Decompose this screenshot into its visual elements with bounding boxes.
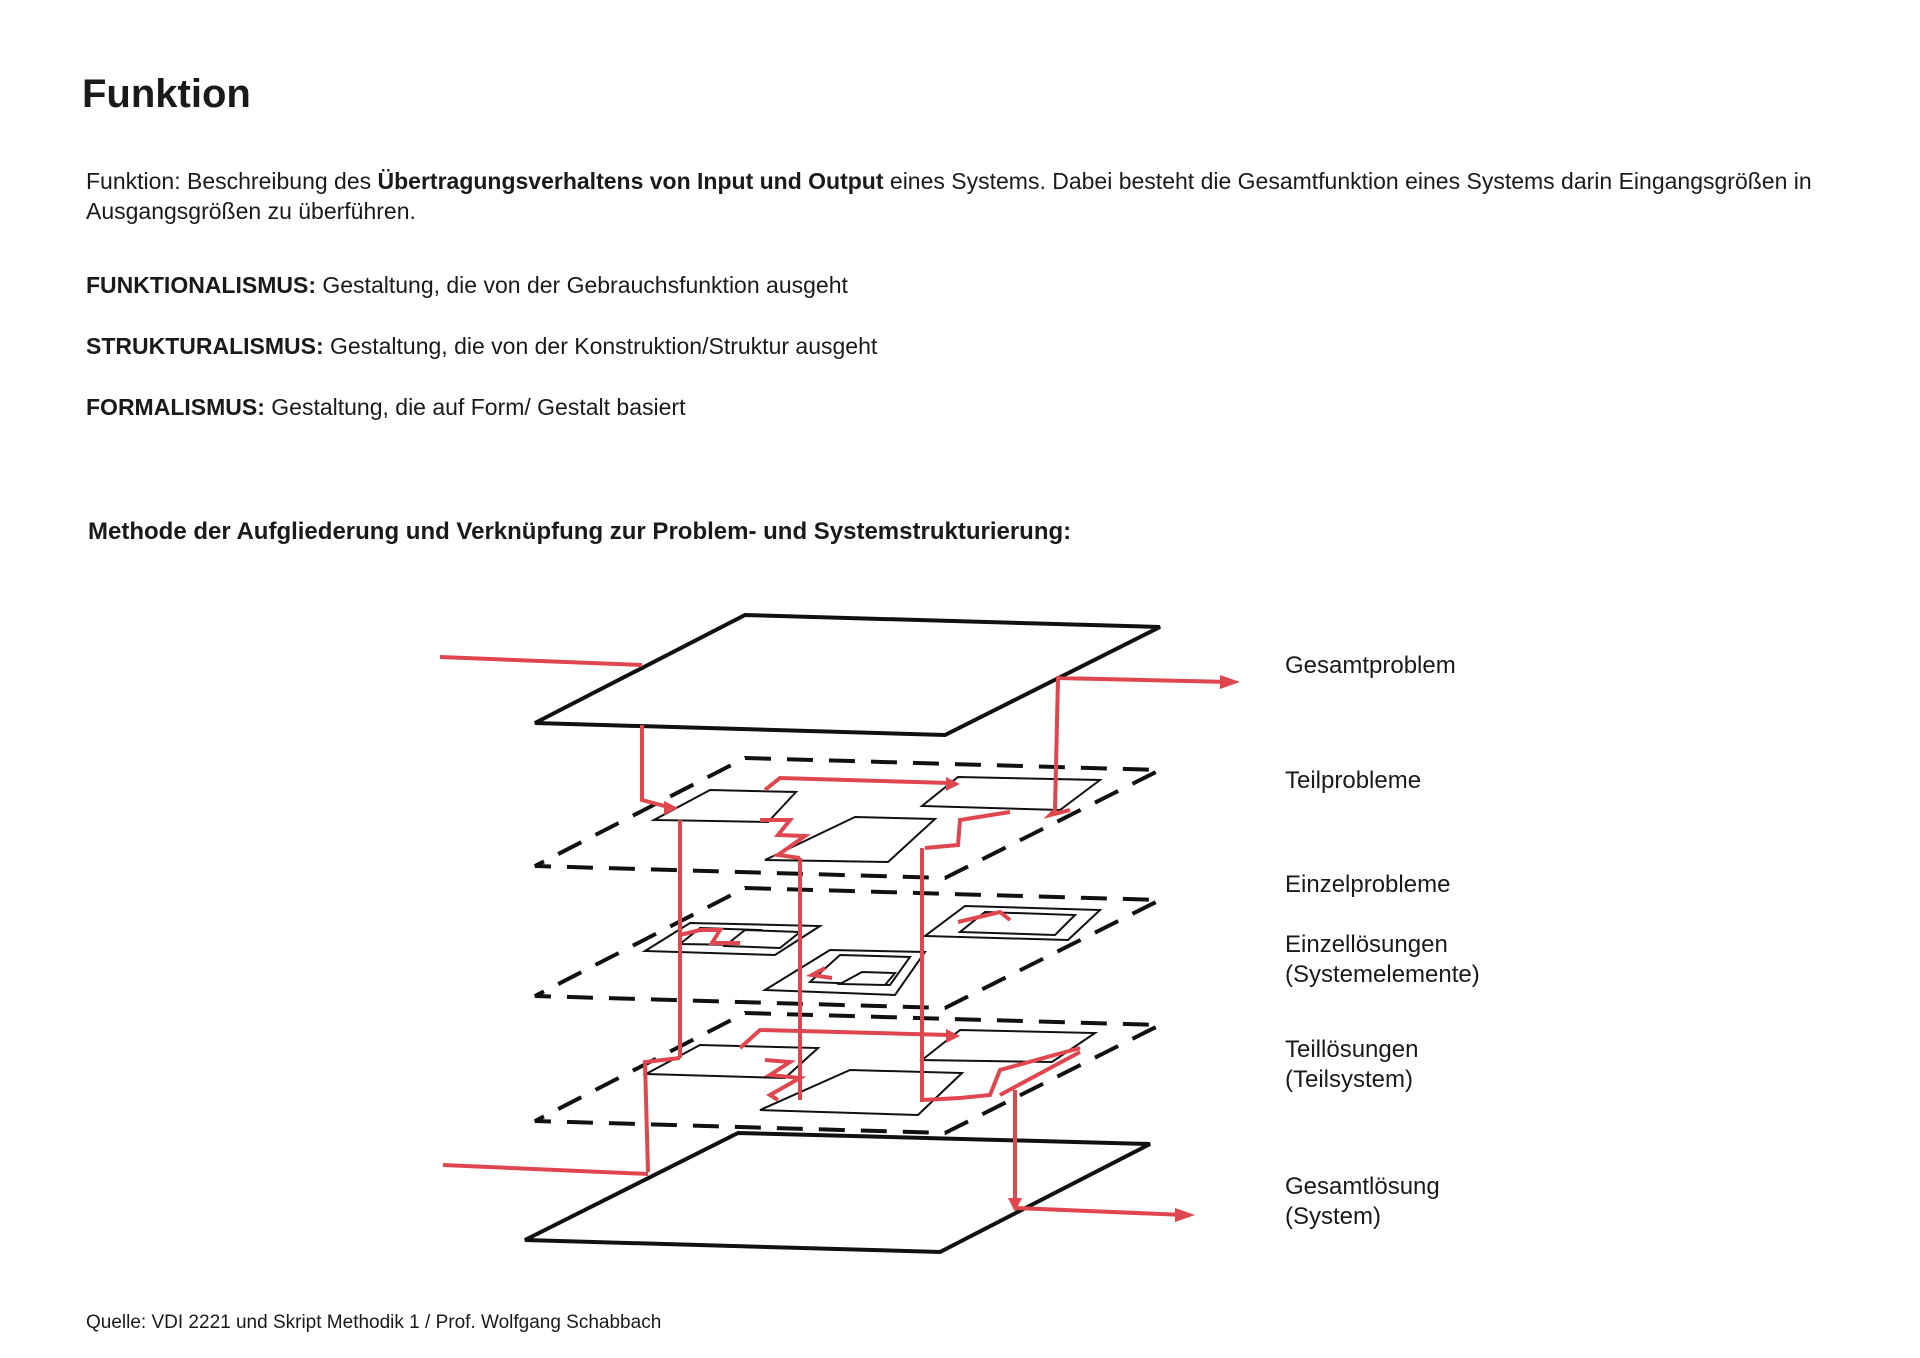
diagram-sub-blocks — [645, 777, 1100, 1115]
definition-text: Gestaltung, die auf Form/ Gestalt basiert — [264, 394, 686, 420]
label-einzelloesungen-sub: (Systemelemente) — [1285, 961, 1480, 988]
intro-suffix: eines Systems. Dabei besteht die Gesamtfunktion eines Systems darin Eingangsgrößen in Ausgangsgrößen zu überführen. — [86, 168, 1812, 224]
label-gesamtloesung-sub: (System) — [1285, 1203, 1381, 1230]
flow-output-bottom — [1015, 1208, 1185, 1215]
flow-right-mid — [925, 812, 1010, 848]
label-gesamtloesung: Gesamtlösung — [1285, 1173, 1440, 1200]
arrow-output-bottom — [1175, 1208, 1195, 1222]
arrow-output-top — [1220, 675, 1240, 689]
plane-gesamtproblem — [535, 615, 1160, 735]
label-teilprobleme: Teilprobleme — [1285, 767, 1422, 794]
label-teilloesungen: Teillösungen — [1285, 1036, 1419, 1063]
flow-top-bridge — [765, 778, 950, 790]
label-einzelprobleme: Einzelprobleme — [1285, 871, 1451, 898]
flow-input-bottom — [443, 1165, 648, 1174]
flow-output-top — [1058, 676, 1230, 682]
flow-input-top — [440, 657, 642, 665]
page-title: Funktion — [82, 72, 251, 116]
label-teilloesungen-sub: (Teilsystem) — [1285, 1066, 1414, 1093]
definition-term: STRUKTURALISMUS: — [86, 333, 324, 359]
plane-gesamtloesung — [525, 1133, 1150, 1252]
level-labels — [1285, 652, 1480, 1230]
definition-term: FORMALISMUS: — [86, 394, 265, 420]
source-note: Quelle: VDI 2221 und Skript Methodik 1 / Prof. Wolfgang Schabbach — [86, 1312, 662, 1333]
method-title: Methode der Aufgliederung und Verknüpfung zur Problem- und Systemstrukturierung: — [88, 518, 1072, 545]
definition-text: Gestaltung, die von der Gebrauchsfunktion ausgeht — [315, 272, 848, 298]
definition-term: FUNKTIONALISMUS: — [86, 272, 316, 298]
flow-center-right — [922, 848, 960, 1100]
definition-text: Gestaltung, die von der Konstruktion/Struktur ausgeht — [323, 333, 878, 359]
intro-prefix: Funktion: Beschreibung des — [86, 168, 378, 194]
label-gesamtproblem: Gesamtproblem — [1285, 652, 1456, 679]
label-einzelloesungen: Einzellösungen — [1285, 931, 1448, 958]
intro-bold: Übertragungsverhaltens von Input und Output — [377, 168, 884, 194]
flow-bottom-bridge — [740, 1030, 950, 1048]
flow-drop-left — [642, 725, 672, 808]
